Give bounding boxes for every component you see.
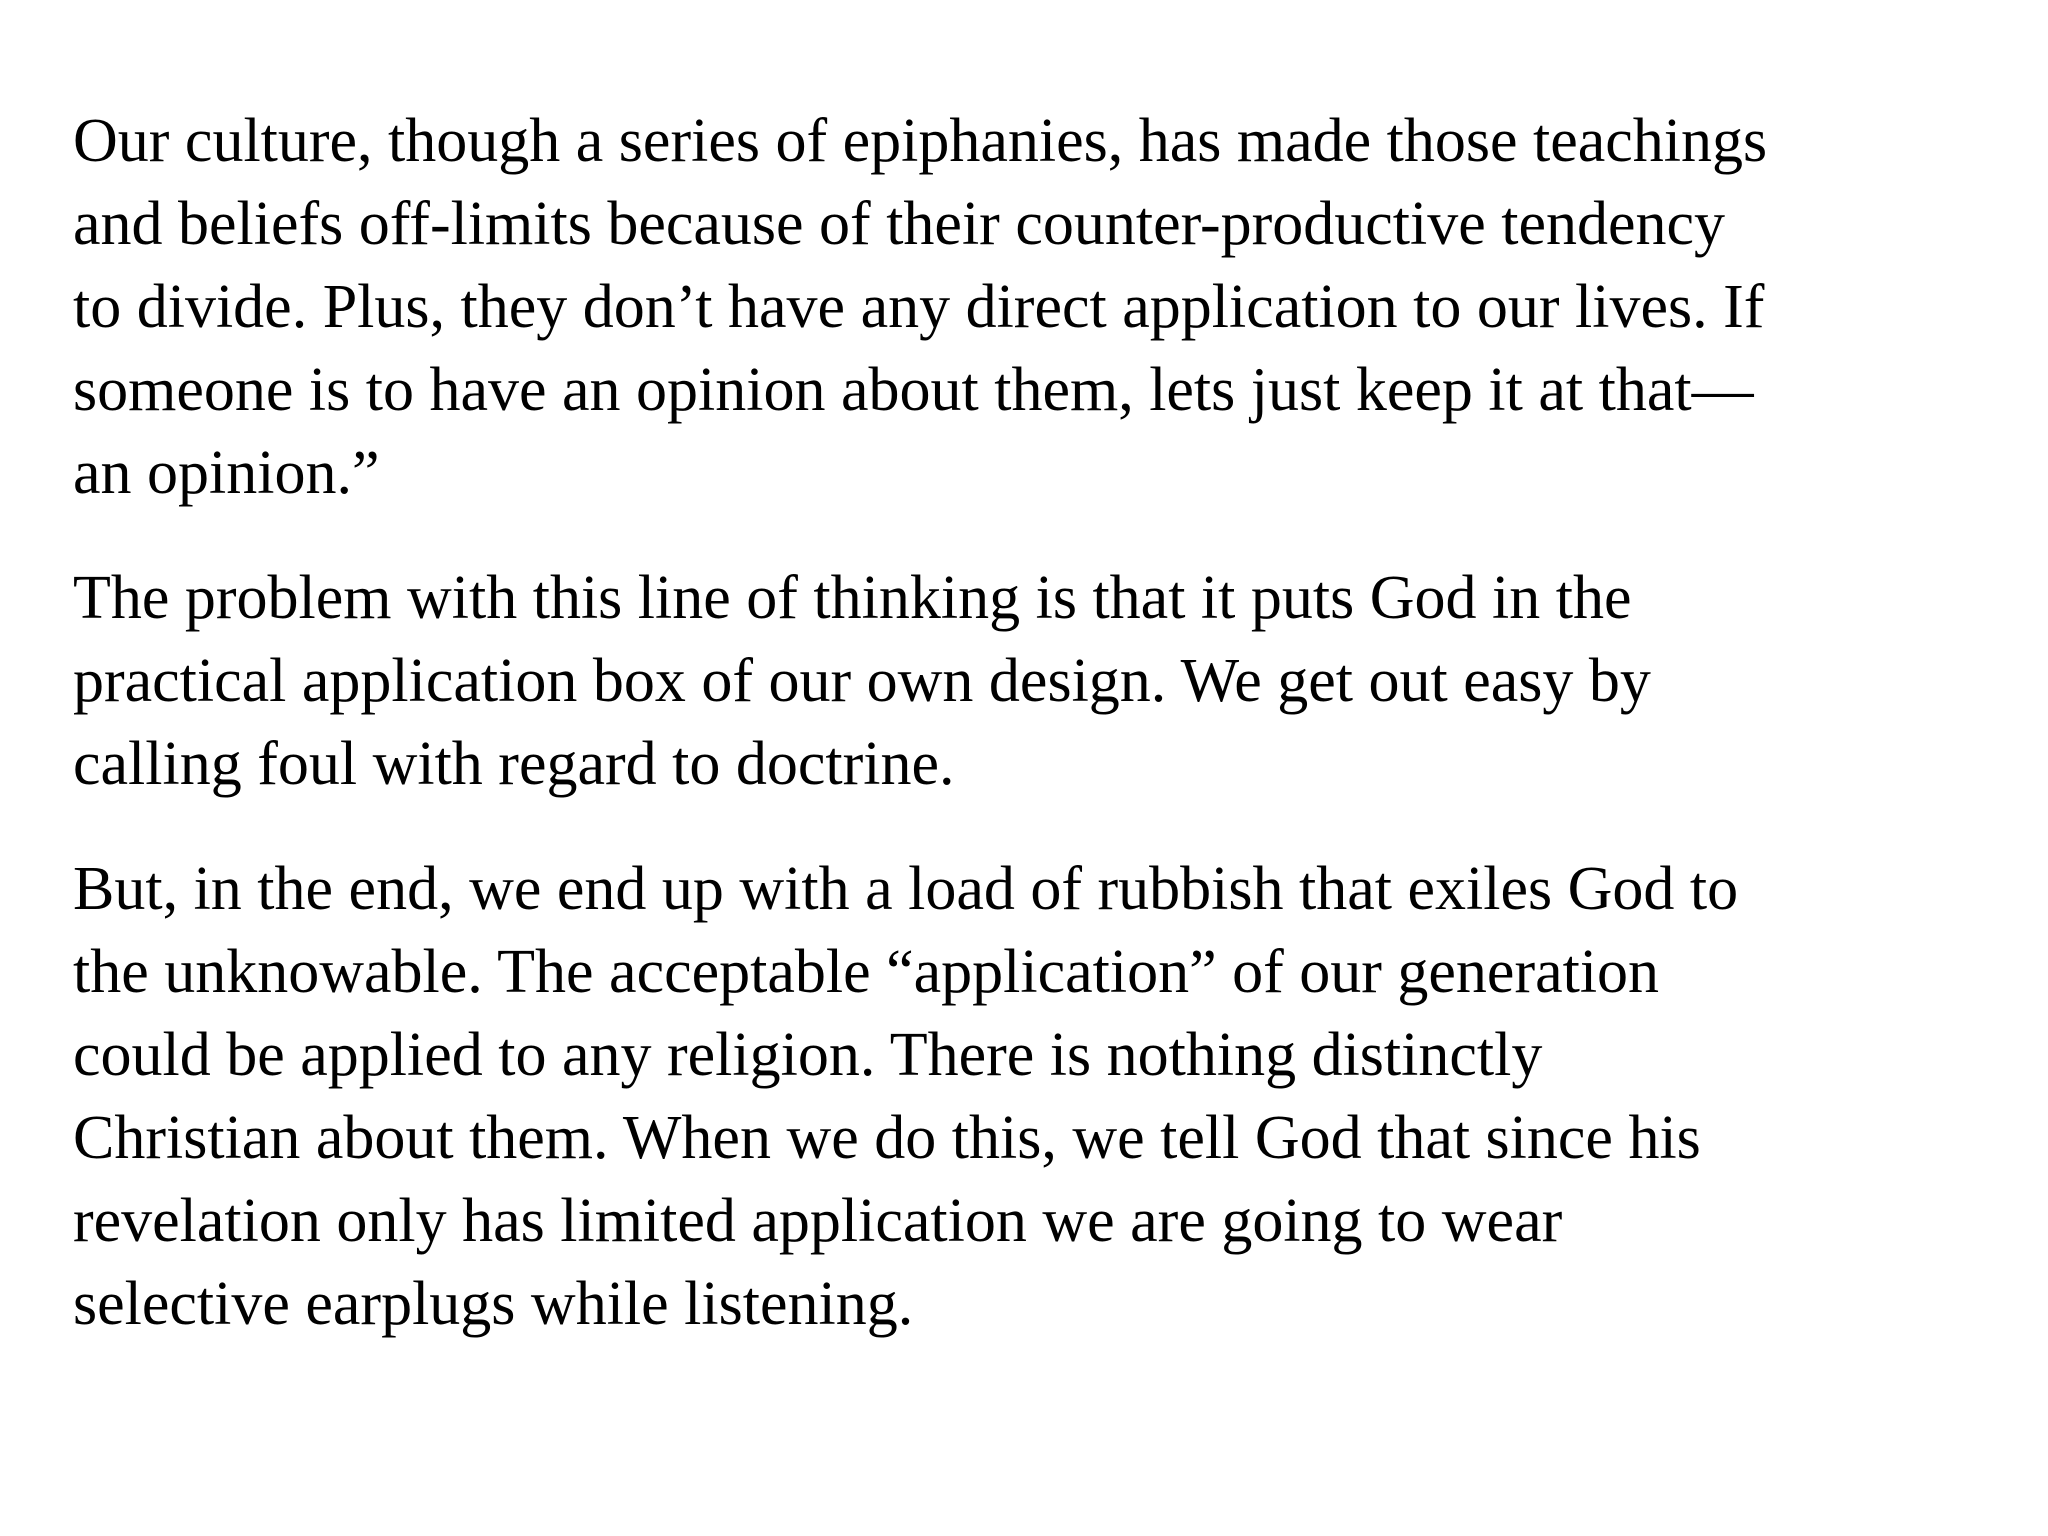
body-text bbox=[73, 100, 2003, 1346]
text-line: and beliefs off-limits because of their counter-productive tendency bbox=[73, 190, 1726, 258]
text-line: practical application box of our own design. We get out easy by bbox=[73, 647, 1651, 715]
text-line: to divide. Plus, they don’t have any direct application to our lives. If bbox=[73, 273, 1765, 341]
text-line: calling foul with regard to doctrine. bbox=[73, 730, 955, 798]
text-line: an opinion.” bbox=[73, 439, 380, 507]
text-line: the unknowable. The acceptable “application” of our generation bbox=[73, 938, 1660, 1006]
text-line: selective earplugs while listening. bbox=[73, 1270, 914, 1338]
text-line: Christian about them. When we do this, we tell God that since his bbox=[73, 1104, 1701, 1172]
text-line: The problem with this line of thinking is that it puts God in the bbox=[73, 564, 1632, 632]
paragraph-3 bbox=[73, 848, 2003, 1346]
text-line: revelation only has limited application we are going to wear bbox=[73, 1187, 1563, 1255]
paragraph-2 bbox=[73, 557, 2003, 806]
text-line: could be applied to any religion. There is nothing distinctly bbox=[73, 1021, 1543, 1089]
text-line: someone is to have an opinion about them, lets just keep it at that— bbox=[73, 356, 1754, 424]
text-line: But, in the end, we end up with a load of rubbish that exiles God to bbox=[73, 855, 1739, 923]
text-line: Our culture, though a series of epiphanies, has made those teachings bbox=[73, 107, 1768, 175]
paragraph-1 bbox=[73, 100, 2003, 515]
